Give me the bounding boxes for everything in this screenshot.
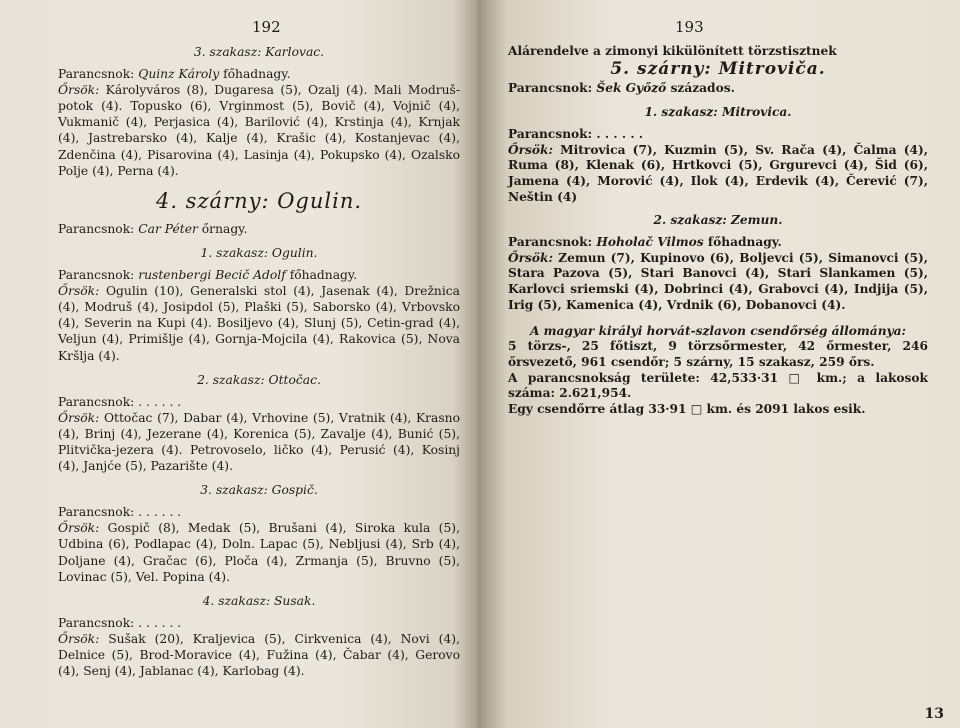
page-number: 192 (252, 18, 281, 36)
footer-number: 13 (924, 706, 944, 722)
commander-line: Parancsnok: Hoholač Vilmos főhadnagy. (508, 235, 782, 250)
posts-paragraph: Őrsök: Ottočac (7), Dabar (4), Vrhovine (5), Vratnik (4), Krasno (4), Brinj (4), Jezerane (4), Korenica (5), Zavalje (4), Bunić (5), Plitvička-jezera (4). Petrovoselo, ličko (4), Perusić (4), Kosinj (4), Janjće (5), Pazarište (4). (58, 410, 460, 474)
page-number: 193 (675, 18, 704, 36)
left-page (0, 0, 478, 728)
section-title: 4. szakasz: Susak. (202, 593, 316, 608)
commander-line: Parancsnok: . . . . . . (508, 126, 644, 141)
left-page-text (58, 44, 460, 679)
right-page (478, 0, 960, 728)
commander-line: Parancsnok: . . . . . . (58, 615, 182, 630)
average-text: Egy csendőrre átlag 33·91 □ km. és 2091 lakos esik. (508, 402, 866, 417)
commander-line: Parancsnok: Šek Győző százados. (508, 81, 735, 96)
posts-paragraph: Őrsök: Sušak (20), Kraljevica (5), Cirkvenica (4), Novi (4), Delnice (5), Brod-Moravice (4), Fužina (4), Čabar (4), Gerovo (4), Senj (4), Jablanac (4), Karlobag (4). (58, 631, 460, 679)
intro-line: Alárendelve a zimonyi kikülönített törzstisztnek (508, 44, 837, 58)
posts-paragraph: Őrsök: Ogulin (10), Generalski stol (4), Jasenak (4), Drežnica (4), Modruš (4), Josipdol (5), Plaški (5), Saborsko (4), Vrbovsko (4), Severin na Kupi (4). Bosiljevo (4), Slunj (5), Cetin-grad (4), Veljun (4), Primišlje (4), Gornja-Mojcila (4), Rakovica (5), Nova Kršlja (4). (58, 284, 460, 363)
army-title: 4. szárny: Ogulin. (155, 188, 363, 213)
posts-paragraph: Őrsök: Zemun (7), Kupinovo (6), Boljevci (5), Simanovci (5), Stara Pazova (5), Stari Banovci (4), Stari Slankamen (5), Karlovci sriemski (4), Dobrinci (4), Grabovci (4), Indjija (5), Irig (5), Kamenica (4), Vrdnik (6), Dobanovci (4). (508, 250, 928, 312)
section-title: 2. szakasz: Zemun. (653, 213, 783, 228)
commander-line: Parancsnok: Quinz Károly főhadnagy. (58, 67, 291, 82)
posts-paragraph: Őrsök: Károlyváros (8), Dugaresa (5), Ozalj (4). Mali Modruš-potok (4). Topusko (6), Vrginmost (5), Bovič (4), Vojnič (4), Vukmanič (4), Perjasica (4), Barilović (4), Krstinja (4), Krnjak (4), Jastrebarsko (4), Kalje (4), Krašic (4), Kostanjevac (4), Zdenčina (4), Pisarovina (4), Lasinja (4), Pokupsko (4), Ozalsko Polje (4), Perna (4). (58, 83, 460, 178)
section-title: 1. szakasz: Mitrovica. (644, 105, 792, 120)
section-title: 3. szakasz: Gospič. (200, 483, 318, 498)
posts-paragraph: Őrsök: Gospič (8), Medak (5), Brušani (4), Siroka kula (5), Udbina (6), Podlapac (4), Doln. Lapac (5), Nebljusi (4), Srb (4), Doljane (4), Gračac (6), Ploča (4), Zrmanja (5), Bruvno (5), Lovinac (5), Vel. Popina (4). (58, 521, 460, 584)
section-title: 3. szakasz: Karlovac. (193, 45, 325, 59)
section-title: 2. szakasz: Ottočac. (197, 372, 321, 387)
army-title: 5. szárny: Mitroviča. (610, 58, 826, 79)
posts-paragraph: Őrsök: Mitrovica (7), Kuzmin (5), Sv. Rača (4), Čalma (4), Ruma (8), Klenak (6), Hrtkovci (5), Grgurevci (4), Šid (6), Jamena (4), Morović (4), Ilok (4), Erdevik (4), Čerević (7), Neštin (4) (508, 142, 928, 204)
commander-line: Parancsnok: . . . . . . (58, 394, 182, 409)
commander-line: Parancsnok: . . . . . . (58, 505, 182, 520)
area-text: A parancsnokság területe: 42,533·31 □ km.; a lakosok száma: 2.621,954. (508, 370, 928, 401)
summary-text: 5 törzs-, 25 főtiszt, 9 törzsőrmester, 42 őrmester, 246 őrsvezető, 961 csendőr; 5 szárny, 15 szakasz, 259 őrs. (508, 339, 928, 369)
summary-title: A magyar királyi horvát-szlavon csendőrség állománya: (529, 323, 907, 338)
commander-line: Parancsnok: rustenbergi Becič Adolf főhadnagy. (58, 268, 358, 283)
section-title: 1. szakasz: Ogulin. (200, 245, 318, 260)
right-page-text (508, 44, 928, 418)
commander-line: Parancsnok: Car Péter őrnagy. (58, 221, 248, 236)
